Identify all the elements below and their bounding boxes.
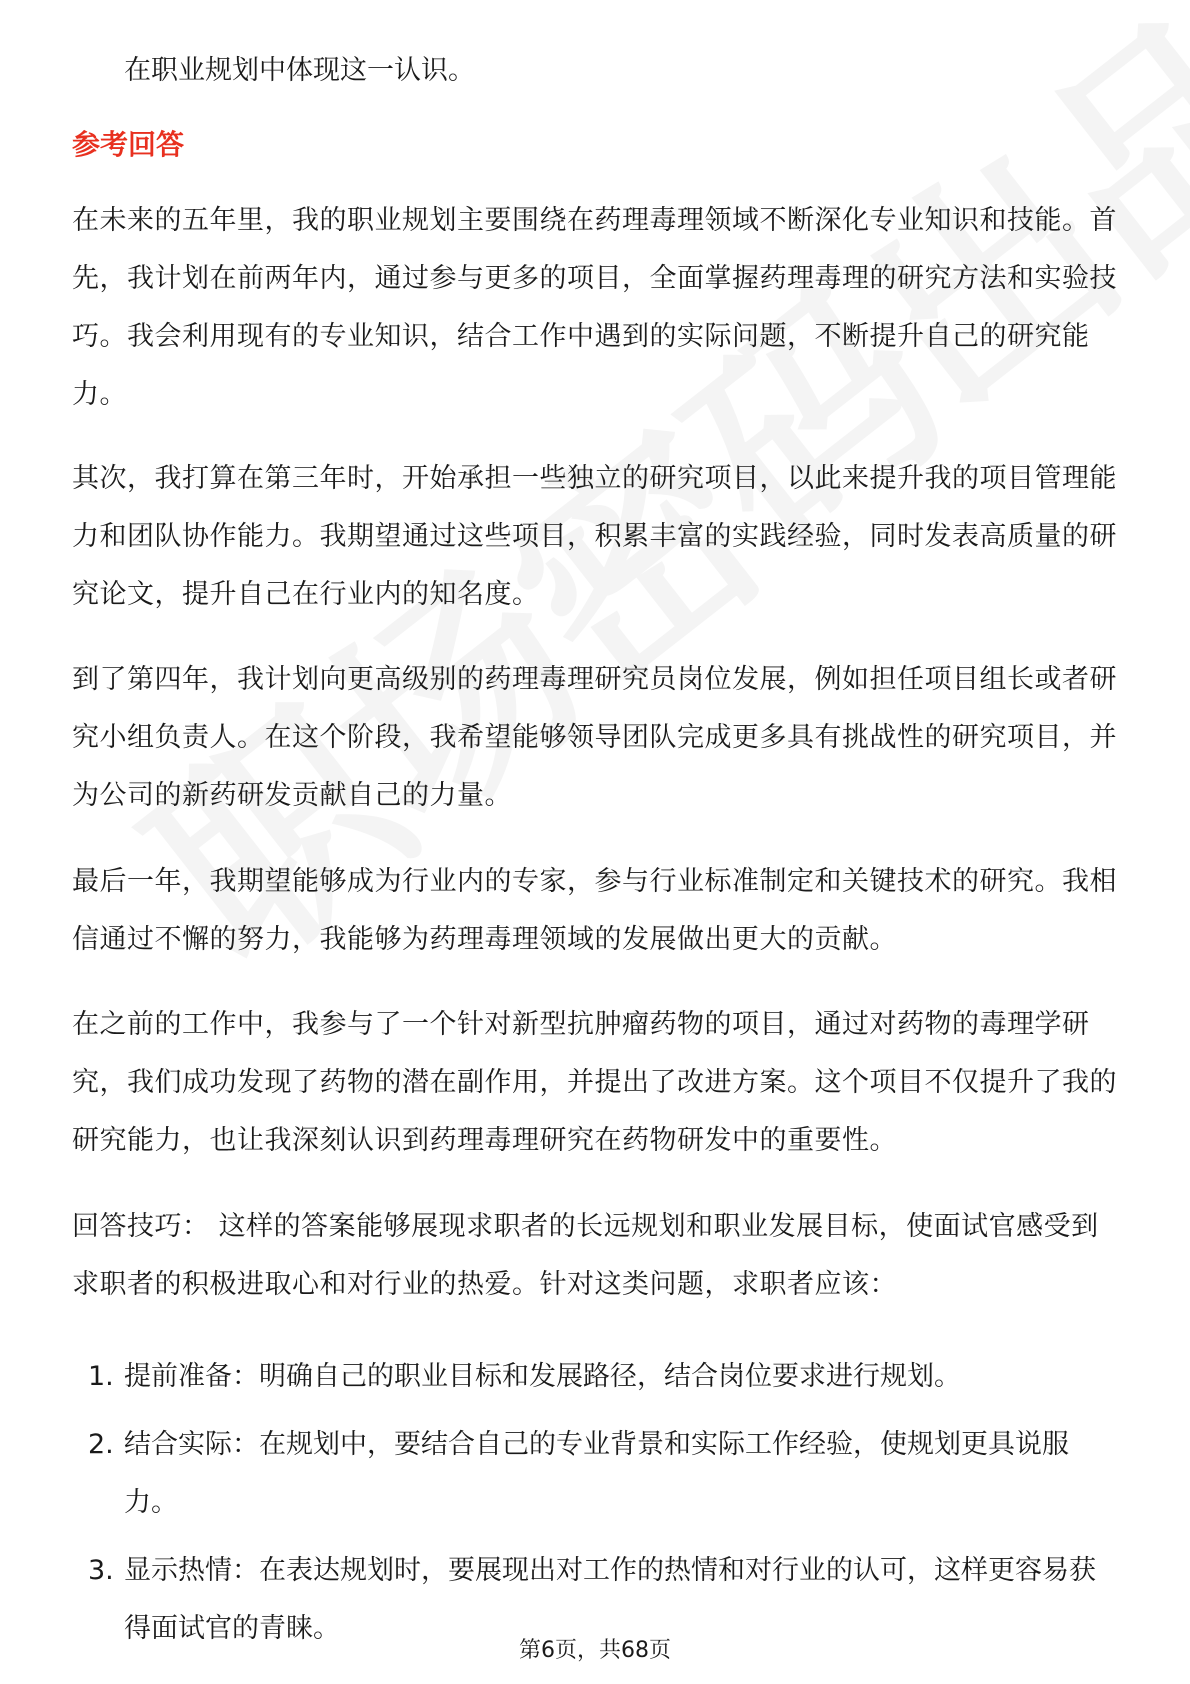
list-item xyxy=(72,1416,1122,1532)
paragraph-4: 最后一年，我期望能够成为行业内的专家，参与行业标准制定和关键技术的研究。我相信通过不懈的努力，我能够为药理毒理领域的发展做出更大的贡献。 xyxy=(72,866,1117,955)
paragraph-5: 在之前的工作中，我参与了一个针对新型抗肿瘤药物的项目，通过对药物的毒理学研究，我们成功发现了药物的潜在副作用，并提出了改进方案。这个项目不仅提升了我的研究能力，也让我深刻认识到药理毒理研究在药物研发中的重要性。 xyxy=(72,1009,1117,1156)
list-item-text: 提前准备：明确自己的职业目标和发展路径，结合岗位要求进行规划。 xyxy=(124,1361,961,1392)
tips-list xyxy=(72,1348,1122,1668)
list-number: 3. xyxy=(88,1555,114,1586)
list-item-text: 结合实际：在规划中，要结合自己的专业背景和实际工作经验，使规划更具说服力。 xyxy=(124,1429,1069,1518)
list-item xyxy=(72,1348,1122,1406)
section-title: 参考回答 xyxy=(72,128,185,161)
paragraph-2: 其次，我打算在第三年时，开始承担一些独立的研究项目，以此来提升我的项目管理能力和团队协作能力。我期望通过这些项目，积累丰富的实践经验，同时发表高质量的研究论文，提升自己在行业内的知名度。 xyxy=(72,463,1117,610)
list-number: 2. xyxy=(88,1429,114,1460)
intro-line: 在职业规划中体现这一认识。 xyxy=(124,55,475,86)
page-footer: 第6页，共68页 xyxy=(519,1638,671,1663)
list-item-text: 显示热情：在表达规划时，要展现出对工作的热情和对行业的认可，这样更容易获得面试官的青睐。 xyxy=(124,1555,1096,1644)
paragraph-3: 到了第四年，我计划向更高级别的药理毒理研究员岗位发展，例如担任项目组长或者研究小组负责人。在这个阶段，我希望能够领导团队完成更多具有挑战性的研究项目，并为公司的新药研发贡献自己的力量。 xyxy=(72,664,1117,811)
paragraph-1: 在未来的五年里，我的职业规划主要围绕在药理毒理领域不断深化专业知识和技能。首先，我计划在前两年内，通过参与更多的项目，全面掌握药理毒理的研究方法和实验技巧。我会利用现有的专业知识，结合工作中遇到的实际问题，不断提升自己的研究能力。 xyxy=(72,205,1117,410)
answer-tips-paragraph: 回答技巧： 这样的答案能够展现求职者的长远规划和职业发展目标，使面试官感受到求职者的积极进取心和对行业的热爱。针对这类问题，求职者应该： xyxy=(72,1211,1099,1300)
list-number: 1. xyxy=(88,1361,114,1392)
